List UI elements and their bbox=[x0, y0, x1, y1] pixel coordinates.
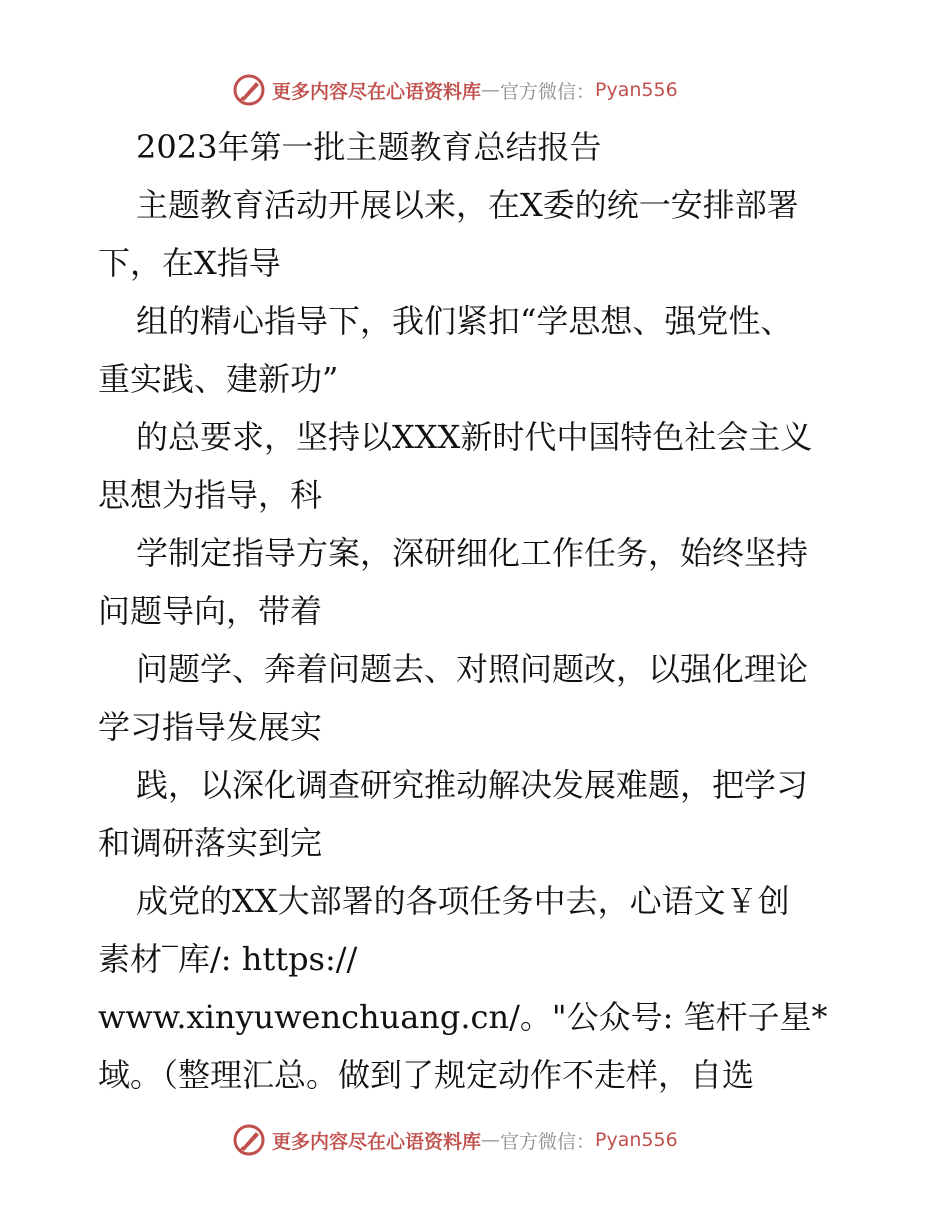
watermark-wechat-label: 官方微信： bbox=[500, 80, 596, 103]
text-line: 学制定指导方案，深研细化工作任务，始终坚持 bbox=[136, 534, 809, 572]
text-line: 主题教育活动开展以来，在X委的统一安排部署 bbox=[136, 186, 799, 224]
text-line: 问题导向，带着 bbox=[98, 592, 323, 630]
text-line: 和调研落实到完 bbox=[98, 824, 323, 862]
text-line: 素材‾库/: https:// bbox=[98, 940, 358, 978]
watermark-dash: — bbox=[481, 79, 501, 101]
document-body bbox=[98, 118, 898, 1104]
text-line: 践，以深化调查研究推动解决发展难题，把学习 bbox=[136, 766, 809, 804]
text-line: 思想为指导，科 bbox=[98, 476, 323, 514]
header-watermark bbox=[232, 70, 678, 110]
text-line: www.xinyuwenchuang.cn/。"公众号: 笔杆子星* bbox=[98, 998, 828, 1036]
text-line: 下，在X指导 bbox=[98, 244, 281, 282]
watermark-wechat-label: 官方微信： bbox=[500, 1130, 596, 1153]
watermark-main-text: 更多内容尽在心语资料库 bbox=[272, 1130, 482, 1153]
text-line: 成党的XX大部署的各项任务中去，心语文￥创 bbox=[136, 882, 790, 920]
text-line: 的总要求，坚持以XXX新时代中国特色社会主义 bbox=[136, 418, 813, 456]
watermark-wechat-id: Pyan556 bbox=[595, 1129, 678, 1151]
text-line: 域。（整理汇总。做到了规定动作不走样，自选 bbox=[98, 1056, 755, 1094]
quill-logo-icon bbox=[232, 1123, 266, 1157]
watermark-wechat-id: Pyan556 bbox=[595, 79, 678, 101]
footer-watermark bbox=[232, 1120, 678, 1160]
text-line: 学习指导发展实 bbox=[98, 708, 323, 746]
document-title: 2023年第一批主题教育总结报告 bbox=[136, 128, 602, 166]
quill-logo-icon bbox=[232, 73, 266, 107]
watermark-dash: — bbox=[481, 1129, 501, 1151]
text-line: 重实践、建新功” bbox=[98, 360, 339, 398]
text-line: 组的精心指导下，我们紧扣“学思想、强党性、 bbox=[136, 302, 793, 340]
watermark-main-text: 更多内容尽在心语资料库 bbox=[272, 80, 482, 103]
text-line: 问题学、奔着问题去、对照问题改，以强化理论 bbox=[136, 650, 809, 688]
